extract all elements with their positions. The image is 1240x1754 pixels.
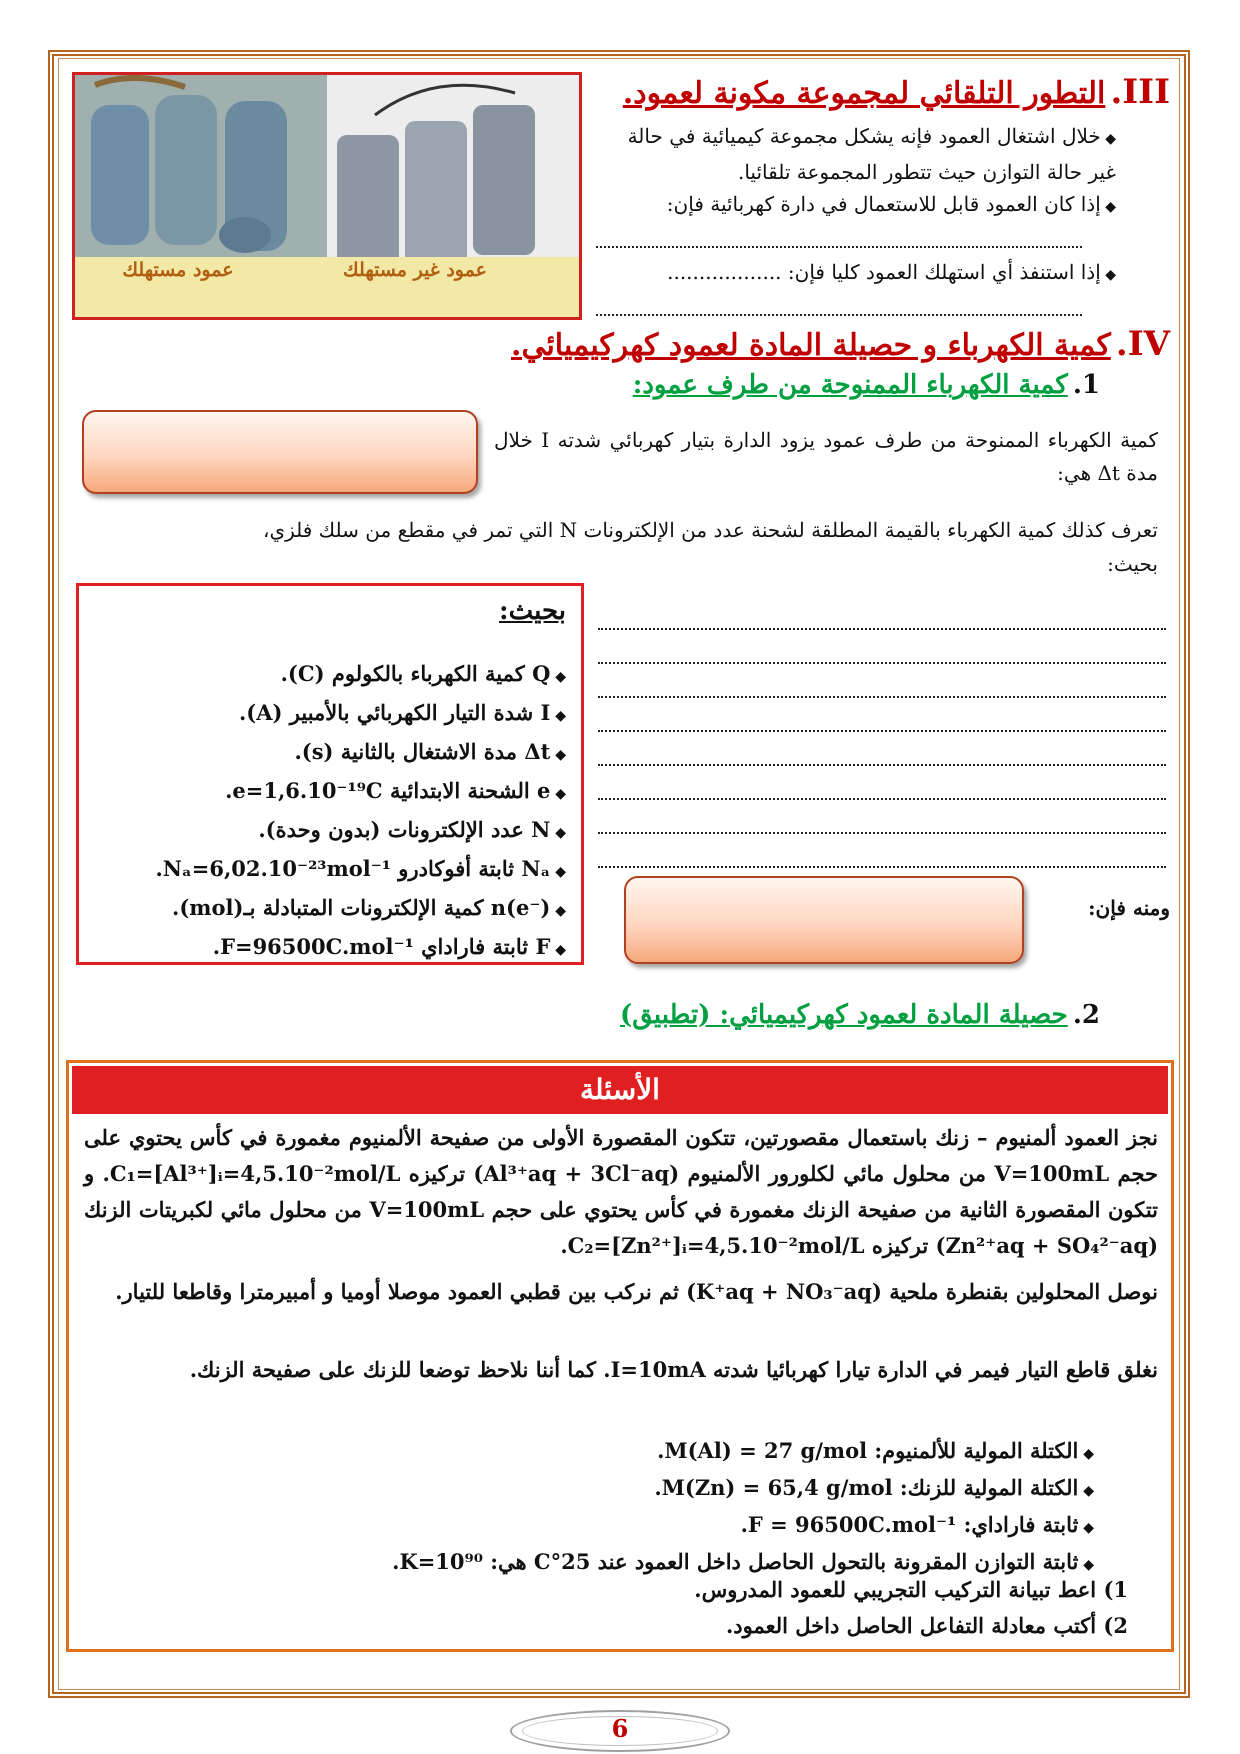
sub1-paragraph: كمية الكهرباء الممنوحة من طرف عمود يزود الدارة بتيار كهربائي شدته I خلال مدة Δt هي: xyxy=(494,428,1158,485)
answer-line xyxy=(598,866,1166,868)
questions-paragraph1: نجز العمود ألمنيوم – زنك باستعمال مقصورتين، تتكون المقصورة الأولى من صفيحة الألمنيوم مغمورة في كأس يحتوي على حجم V=100mL من محلول مائي لكلورور الألمنيوم (Al³⁺aq + 3Cl⁻aq) تركيزه C₁=[Al³⁺]ᵢ=4,5.10⁻²mol/L. و تتكون المقصورة الثانية من صفيحة الزنك مغمورة في كأس يحتوي على حجم V=100mL من محلول مائي لكبريتات الزنك (Zn²⁺aq + SO₄²⁻aq) تركيزه C₂=[Zn²⁺]ᵢ=4,5.10⁻²mol/L. xyxy=(84,1125,1159,1258)
diamond-bullet-icon: ◆ xyxy=(550,708,566,724)
answer-line xyxy=(598,662,1166,664)
diamond-bullet-icon: ◆ xyxy=(550,747,566,763)
formula-answer-box[interactable] xyxy=(82,410,478,494)
sub2-title: حصيلة المادة لعمود كهركيميائي: (تطبيق) xyxy=(619,1000,1068,1030)
sub1-paragraph2: تعرف كذلك كمية الكهرباء بالقيمة المطلقة لشحنة عدد من الإلكترونات N التي تمر في مقطع من سلك فلزي، xyxy=(263,518,1158,542)
section4-roman: IV. xyxy=(1115,324,1170,364)
answer-line xyxy=(596,246,1082,248)
questions-paragraph3: نغلق قاطع التيار فيمر في الدارة تيارا كهربائيا شدته I=10mA. كما أننا نلاحظ توضعا للزنك على صفيحة الزنك. xyxy=(189,1357,1158,1382)
answer-line xyxy=(596,314,1082,316)
photo-label-unused: عمود غير مستهلك xyxy=(343,259,487,281)
result-answer-box[interactable] xyxy=(624,876,1024,964)
diamond-bullet-icon: ◆ xyxy=(1078,1446,1094,1462)
given-data-list xyxy=(84,1434,1094,1582)
section3-title: التطور التلقائي لمجموعة مكونة لعمود. xyxy=(622,76,1106,111)
diamond-bullet-icon: ◆ xyxy=(1100,199,1116,215)
questions-paragraph2: نوصل المحلولين بقنطرة ملحية (K⁺aq + NO₃⁻aq) ثم نركب بين قطبي العمود موصلا أوميا و أمبيرمترا وقاطعا للتيار. xyxy=(115,1279,1158,1304)
answer-line xyxy=(598,798,1166,800)
definition-item: ◆ Δt مدة الاشتغال بالثانية (s). xyxy=(294,739,566,764)
sub1-paragraph2b: بحيث: xyxy=(1107,552,1158,576)
sub2-heading: 2. حصيلة المادة لعمود كهركيميائي: (تطبيق) xyxy=(619,1000,1100,1030)
diamond-bullet-icon: ◆ xyxy=(1078,1520,1094,1536)
question-1: 1) اعط تبيانة التركيب التجريبي للعمود المدروس. xyxy=(694,1577,1128,1602)
batteries-photo xyxy=(72,72,582,320)
definition-item: ◆ F ثابتة فاراداي F=96500C.mol⁻¹. xyxy=(212,934,566,959)
sub1-heading: 1. كمية الكهرباء الممنوحة من طرف عمود: xyxy=(632,370,1100,400)
section3-bullet3: ◆ إذا استنفذ أي استهلك العمود كليا فإن: .................. xyxy=(667,260,1116,284)
definition-item: ◆ Nₐ ثابتة أفوكادرو Nₐ=6,02.10⁻²³mol⁻¹. xyxy=(155,856,566,881)
diamond-bullet-icon: ◆ xyxy=(550,903,566,919)
diamond-bullet-icon: ◆ xyxy=(1078,1557,1094,1573)
definition-item: ◆ N عدد الإلكترونات (بدون وحدة). xyxy=(258,817,566,842)
diamond-bullet-icon: ◆ xyxy=(550,669,566,685)
definition-item: ◆ I شدة التيار الكهربائي بالأمبير (A). xyxy=(239,700,566,725)
answer-line xyxy=(598,832,1166,834)
answer-line xyxy=(598,696,1166,698)
question-2: 2) أكتب معادلة التفاعل الحاصل داخل العمود. xyxy=(725,1613,1128,1638)
answer-line xyxy=(598,628,1166,630)
section3-bullet1: ◆ خلال اشتغال العمود فإنه يشكل مجموعة كيميائية في حالة غير حالة التوازن حيث تتطور المجموعة تلقائيا. xyxy=(627,124,1116,184)
given-data-item: ◆ الكتلة المولية للزنك: M(Zn) = 65,4 g/mol. xyxy=(654,1475,1094,1500)
definition-item: ◆ n(e⁻) كمية الإلكترونات المتبادلة بـ(mol). xyxy=(172,895,566,920)
section4-title: كمية الكهرباء و حصيلة المادة لعمود كهركيميائي. xyxy=(511,328,1111,363)
diamond-bullet-icon: ◆ xyxy=(1100,267,1116,283)
section3-roman: III. xyxy=(1110,72,1170,112)
sub1-title: كمية الكهرباء الممنوحة من طرف عمود: xyxy=(632,370,1068,400)
definition-item: ◆ Q كمية الكهرباء بالكولوم (C). xyxy=(280,661,566,686)
definition-item: ◆ e الشحنة الابتدائية e=1,6.10⁻¹⁹C. xyxy=(225,778,566,803)
photo-label-used: عمود مستهلك xyxy=(122,259,234,281)
definitions-title: بحيث: xyxy=(499,596,566,626)
diamond-bullet-icon: ◆ xyxy=(1100,131,1116,147)
given-data-item: ◆ ثابتة التوازن المقرونة بالتحول الحاصل داخل العمود عند 25°C هي: K=10⁹⁰. xyxy=(392,1549,1094,1574)
therefore-label: ومنه فإن: xyxy=(1088,896,1170,920)
section3-heading xyxy=(600,72,1170,112)
answer-line xyxy=(598,764,1166,766)
diamond-bullet-icon: ◆ xyxy=(550,786,566,802)
section3-bullet2: ◆ إذا كان العمود قابل للاستعمال في دارة كهربائية فإن: xyxy=(666,192,1116,216)
given-data-item: ◆ الكتلة المولية للألمنيوم: M(Al) = 27 g/mol. xyxy=(657,1438,1094,1463)
section4-heading xyxy=(500,324,1170,364)
given-data-item: ◆ ثابتة فاراداي: F = 96500C.mol⁻¹. xyxy=(740,1512,1094,1537)
definitions-list xyxy=(96,656,566,968)
questions-title: الأسئلة xyxy=(72,1066,1168,1114)
diamond-bullet-icon: ◆ xyxy=(1078,1483,1094,1499)
page-number: 6 xyxy=(611,1714,629,1743)
answer-line xyxy=(598,730,1166,732)
diamond-bullet-icon: ◆ xyxy=(550,942,566,958)
diamond-bullet-icon: ◆ xyxy=(550,825,566,841)
diamond-bullet-icon: ◆ xyxy=(550,864,566,880)
